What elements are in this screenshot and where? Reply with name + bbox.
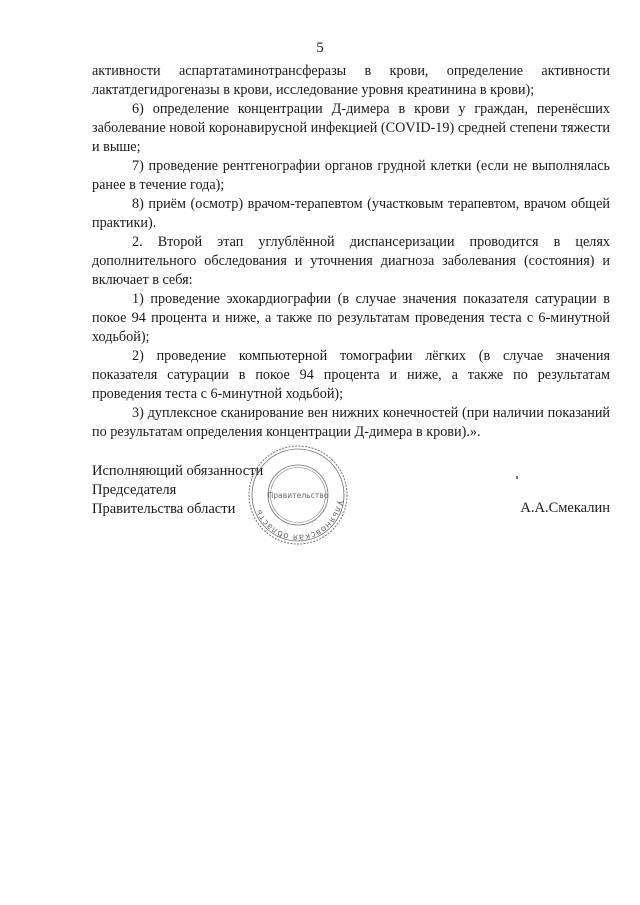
seal-center-text: Правительство (267, 491, 329, 500)
document-body (92, 62, 610, 442)
paragraph-sub-item-1: 1) проведение эхокардиографии (в случае значения показателя сатурации в покое 94 процента и ниже, а также по результатам проведения теста с 6-минутной ходьбой); (92, 291, 610, 345)
paragraph-item-7: 7) проведение рентгенографии органов грудной клетки (если не выполнялась ранее в течение года); (92, 158, 610, 193)
signatory-position (92, 462, 263, 519)
paragraph-item-6: 6) определение концентрации Д-димера в крови у граждан, перенёсших заболевание новой коронавирусной инфекцией (COVID-19) средней степени тяжести и выше; (92, 101, 610, 155)
official-seal (246, 443, 350, 547)
paragraph-sub-item-3: 3) дуплексное сканирование вен нижних конечностей (при наличии показаний по результатам определения концентрации Д-димера в крови).». (92, 405, 610, 440)
position-line-3: Правительства области (92, 501, 236, 517)
paragraph-section-2: 2. Второй этап углублённой диспансеризации проводится в целях дополнительного обследования и уточнения диагноза заболевания (состояния) и включает в себя: (92, 234, 610, 288)
svg-text:Ульяновская область (254, 499, 345, 542)
position-line-1: Исполняющий обязанности (92, 463, 264, 479)
paragraph-item-8: 8) приём (осмотр) врачом-терапевтом (участковым терапевтом, врачом общей практики). (92, 196, 610, 231)
page-number: 5 (316, 40, 324, 56)
seal-ring-text: Ульяновская область (253, 499, 345, 543)
position-line-2: Председателя (92, 482, 177, 498)
signatory-name: А.А.Смекалин (520, 500, 610, 516)
paragraph-sub-item-2: 2) проведение компьютерной томографии лёгких (в случае значения показателя сатурации в покое 94 процента и ниже, а также по результатам проведения теста с 6-минутной ходьбой); (92, 348, 610, 402)
scan-speck (516, 476, 518, 479)
paragraph-continuation: активности аспартатаминотрансферазы в крови, определение активности лактатдегидрогеназы в крови, исследование уровня креатинина в крови); (92, 63, 610, 98)
